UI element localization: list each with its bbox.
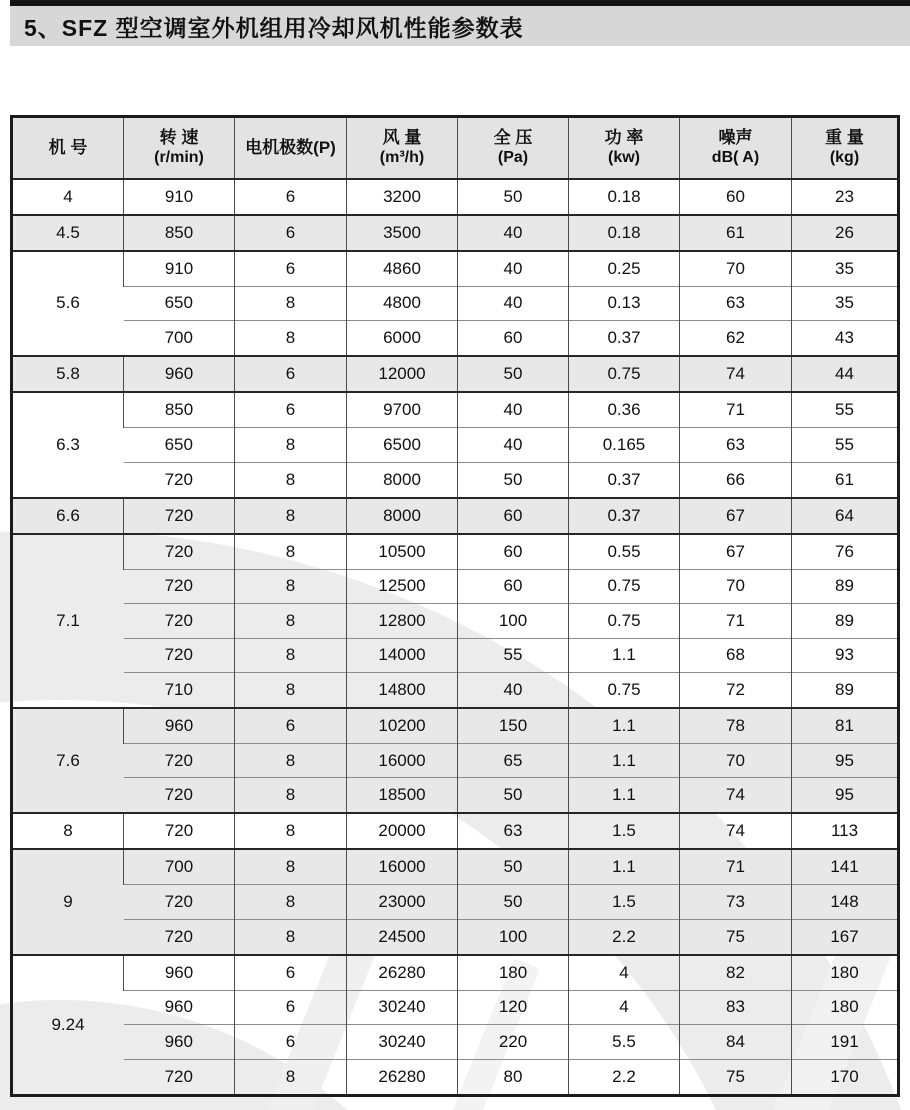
airflow-cell: 23000 (347, 885, 458, 920)
pressure-cell: 100 (458, 604, 569, 639)
speed-cell: 850 (124, 392, 235, 427)
airflow-cell: 26280 (347, 955, 458, 990)
power-cell: 4 (569, 955, 680, 990)
title-band (10, 6, 910, 46)
model-cell: 4 (12, 179, 124, 215)
model-cell: 9 (12, 849, 124, 954)
weight-cell: 191 (792, 1025, 899, 1060)
noise-cell: 63 (680, 428, 792, 463)
power-cell: 0.37 (569, 462, 680, 497)
airflow-cell: 18500 (347, 778, 458, 813)
noise-cell: 74 (680, 778, 792, 813)
airflow-cell: 9700 (347, 392, 458, 427)
table-row (12, 813, 899, 849)
noise-cell: 67 (680, 498, 792, 534)
weight-cell: 180 (792, 990, 899, 1025)
noise-cell: 73 (680, 885, 792, 920)
airflow-cell: 14800 (347, 673, 458, 708)
noise-cell: 63 (680, 286, 792, 321)
pressure-cell: 40 (458, 251, 569, 286)
airflow-cell: 30240 (347, 990, 458, 1025)
airflow-cell: 16000 (347, 849, 458, 884)
speed-cell: 650 (124, 286, 235, 321)
table-row (12, 743, 899, 778)
poles-cell: 8 (235, 604, 347, 639)
poles-cell: 6 (235, 179, 347, 215)
table-row (12, 990, 899, 1025)
speed-cell: 910 (124, 251, 235, 286)
pressure-cell: 180 (458, 955, 569, 990)
model-cell: 9.24 (12, 955, 124, 1096)
poles-cell: 6 (235, 990, 347, 1025)
speed-cell: 720 (124, 638, 235, 673)
col-header-unit: (kg) (829, 149, 860, 167)
power-cell: 1.1 (569, 743, 680, 778)
noise-cell: 62 (680, 321, 792, 356)
poles-cell: 8 (235, 638, 347, 673)
pressure-cell: 50 (458, 885, 569, 920)
pressure-cell: 60 (458, 534, 569, 569)
poles-cell: 8 (235, 534, 347, 569)
weight-cell: 43 (792, 321, 899, 356)
airflow-cell: 3500 (347, 215, 458, 251)
table-row (12, 673, 899, 708)
weight-cell: 55 (792, 392, 899, 427)
weight-cell: 61 (792, 462, 899, 497)
power-cell: 0.75 (569, 569, 680, 604)
speed-cell: 700 (124, 849, 235, 884)
pressure-cell: 60 (458, 569, 569, 604)
poles-cell: 8 (235, 498, 347, 534)
col-header-label: 重 量 (825, 128, 864, 148)
noise-cell: 82 (680, 955, 792, 990)
weight-cell: 141 (792, 849, 899, 884)
speed-cell: 720 (124, 604, 235, 639)
weight-cell: 89 (792, 604, 899, 639)
power-cell: 0.55 (569, 534, 680, 569)
table-row (12, 251, 899, 286)
table-row (12, 321, 899, 356)
noise-cell: 61 (680, 215, 792, 251)
power-cell: 0.75 (569, 356, 680, 392)
poles-cell: 8 (235, 919, 347, 954)
table-row (12, 919, 899, 954)
weight-cell: 170 (792, 1059, 899, 1095)
pressure-cell: 40 (458, 673, 569, 708)
power-cell: 0.18 (569, 215, 680, 251)
table-row (12, 849, 899, 884)
model-cell: 7.1 (12, 534, 124, 708)
model-cell: 5.8 (12, 356, 124, 392)
model-cell: 8 (12, 813, 124, 849)
speed-cell: 720 (124, 569, 235, 604)
speed-cell: 850 (124, 215, 235, 251)
table-row (12, 604, 899, 639)
noise-cell: 70 (680, 251, 792, 286)
col-header-airflow (347, 117, 458, 179)
speed-cell: 650 (124, 428, 235, 463)
power-cell: 1.1 (569, 849, 680, 884)
speed-cell: 720 (124, 743, 235, 778)
poles-cell: 6 (235, 215, 347, 251)
power-cell: 0.36 (569, 392, 680, 427)
weight-cell: 95 (792, 743, 899, 778)
noise-cell: 68 (680, 638, 792, 673)
table-row (12, 428, 899, 463)
table-row (12, 955, 899, 990)
power-cell: 1.1 (569, 638, 680, 673)
table-row (12, 569, 899, 604)
col-header-label: 功 率 (604, 128, 644, 148)
speed-cell: 720 (124, 534, 235, 569)
pressure-cell: 65 (458, 743, 569, 778)
pressure-cell: 40 (458, 286, 569, 321)
table-row (12, 778, 899, 813)
pressure-cell: 100 (458, 919, 569, 954)
speed-cell: 960 (124, 990, 235, 1025)
weight-cell: 113 (792, 813, 899, 849)
pressure-cell: 50 (458, 849, 569, 884)
pressure-cell: 40 (458, 392, 569, 427)
col-header-label: 风 量 (382, 128, 422, 148)
noise-cell: 70 (680, 743, 792, 778)
airflow-cell: 6000 (347, 321, 458, 356)
col-header-unit: (kw) (608, 149, 640, 167)
power-cell: 0.75 (569, 673, 680, 708)
col-header-unit: (r/min) (154, 149, 204, 167)
poles-cell: 6 (235, 356, 347, 392)
power-cell: 4 (569, 990, 680, 1025)
table-row (12, 462, 899, 497)
airflow-cell: 16000 (347, 743, 458, 778)
table-row (12, 498, 899, 534)
model-cell: 5.6 (12, 251, 124, 356)
noise-cell: 60 (680, 179, 792, 215)
table-row (12, 356, 899, 392)
weight-cell: 76 (792, 534, 899, 569)
airflow-cell: 6500 (347, 428, 458, 463)
table-row (12, 708, 899, 743)
power-cell: 0.18 (569, 179, 680, 215)
poles-cell: 6 (235, 251, 347, 286)
speed-cell: 960 (124, 356, 235, 392)
speed-cell: 720 (124, 813, 235, 849)
noise-cell: 75 (680, 1059, 792, 1095)
power-cell: 0.75 (569, 604, 680, 639)
power-cell: 0.37 (569, 498, 680, 534)
col-header-model (12, 117, 124, 179)
pressure-cell: 40 (458, 215, 569, 251)
speed-cell: 700 (124, 321, 235, 356)
speed-cell: 960 (124, 955, 235, 990)
weight-cell: 89 (792, 673, 899, 708)
noise-cell: 67 (680, 534, 792, 569)
airflow-cell: 10200 (347, 708, 458, 743)
fan-performance-table (10, 115, 900, 1097)
col-header-unit: (m³/h) (379, 149, 425, 167)
noise-cell: 72 (680, 673, 792, 708)
poles-cell: 8 (235, 885, 347, 920)
noise-cell: 78 (680, 708, 792, 743)
table-row (12, 885, 899, 920)
poles-cell: 6 (235, 708, 347, 743)
power-cell: 1.5 (569, 885, 680, 920)
weight-cell: 148 (792, 885, 899, 920)
pressure-cell: 55 (458, 638, 569, 673)
airflow-cell: 8000 (347, 498, 458, 534)
pressure-cell: 50 (458, 356, 569, 392)
pressure-cell: 220 (458, 1025, 569, 1060)
pressure-cell: 80 (458, 1059, 569, 1095)
col-header-pressure (458, 117, 569, 179)
model-cell: 6.6 (12, 498, 124, 534)
airflow-cell: 4860 (347, 251, 458, 286)
airflow-cell: 12000 (347, 356, 458, 392)
poles-cell: 6 (235, 392, 347, 427)
speed-cell: 720 (124, 462, 235, 497)
weight-cell: 26 (792, 215, 899, 251)
weight-cell: 44 (792, 356, 899, 392)
col-header-label: 噪声 (718, 128, 753, 148)
pressure-cell: 40 (458, 428, 569, 463)
pressure-cell: 60 (458, 321, 569, 356)
noise-cell: 83 (680, 990, 792, 1025)
weight-cell: 23 (792, 179, 899, 215)
col-header-label: 转 速 (159, 128, 199, 148)
pressure-cell: 50 (458, 462, 569, 497)
weight-cell: 89 (792, 569, 899, 604)
col-header-power (569, 117, 680, 179)
poles-cell: 8 (235, 321, 347, 356)
table-row (12, 179, 899, 215)
weight-cell: 93 (792, 638, 899, 673)
pressure-cell: 150 (458, 708, 569, 743)
noise-cell: 66 (680, 462, 792, 497)
pressure-cell: 60 (458, 498, 569, 534)
weight-cell: 35 (792, 286, 899, 321)
header-row (12, 117, 899, 179)
airflow-cell: 3200 (347, 179, 458, 215)
col-header-unit: (Pa) (497, 149, 529, 167)
table-row (12, 1059, 899, 1095)
speed-cell: 960 (124, 708, 235, 743)
col-header-label: 机 号 (48, 138, 88, 158)
power-cell: 0.13 (569, 286, 680, 321)
poles-cell: 8 (235, 569, 347, 604)
table-row (12, 638, 899, 673)
noise-cell: 75 (680, 919, 792, 954)
noise-cell: 71 (680, 604, 792, 639)
speed-cell: 960 (124, 1025, 235, 1060)
table-row (12, 534, 899, 569)
poles-cell: 6 (235, 955, 347, 990)
col-header-noise (680, 117, 792, 179)
airflow-cell: 14000 (347, 638, 458, 673)
speed-cell: 720 (124, 919, 235, 954)
noise-cell: 74 (680, 813, 792, 849)
speed-cell: 720 (124, 1059, 235, 1095)
pressure-cell: 50 (458, 179, 569, 215)
poles-cell: 8 (235, 1059, 347, 1095)
airflow-cell: 30240 (347, 1025, 458, 1060)
col-header-label: 全 压 (493, 128, 533, 148)
pressure-cell: 63 (458, 813, 569, 849)
poles-cell: 6 (235, 1025, 347, 1060)
col-header-label: 电机极数(P) (245, 138, 336, 158)
power-cell: 0.25 (569, 251, 680, 286)
airflow-cell: 12800 (347, 604, 458, 639)
airflow-cell: 10500 (347, 534, 458, 569)
poles-cell: 8 (235, 849, 347, 884)
weight-cell: 81 (792, 708, 899, 743)
airflow-cell: 20000 (347, 813, 458, 849)
airflow-cell: 4800 (347, 286, 458, 321)
noise-cell: 84 (680, 1025, 792, 1060)
power-cell: 2.2 (569, 1059, 680, 1095)
poles-cell: 8 (235, 673, 347, 708)
page-title: 5、SFZ 型空调室外机组用冷却风机性能参数表 (24, 14, 524, 41)
airflow-cell: 26280 (347, 1059, 458, 1095)
power-cell: 0.37 (569, 321, 680, 356)
poles-cell: 8 (235, 462, 347, 497)
speed-cell: 720 (124, 778, 235, 813)
weight-cell: 55 (792, 428, 899, 463)
speed-cell: 720 (124, 498, 235, 534)
model-cell: 7.6 (12, 708, 124, 813)
speed-cell: 720 (124, 885, 235, 920)
noise-cell: 71 (680, 849, 792, 884)
poles-cell: 8 (235, 286, 347, 321)
col-header-weight (792, 117, 899, 179)
noise-cell: 74 (680, 356, 792, 392)
table-row (12, 1025, 899, 1060)
weight-cell: 180 (792, 955, 899, 990)
table-row (12, 215, 899, 251)
col-header-unit: dB( A) (711, 149, 760, 167)
model-cell: 4.5 (12, 215, 124, 251)
model-cell: 6.3 (12, 392, 124, 497)
power-cell: 2.2 (569, 919, 680, 954)
pressure-cell: 120 (458, 990, 569, 1025)
poles-cell: 8 (235, 778, 347, 813)
weight-cell: 35 (792, 251, 899, 286)
power-cell: 5.5 (569, 1025, 680, 1060)
airflow-cell: 12500 (347, 569, 458, 604)
speed-cell: 910 (124, 179, 235, 215)
weight-cell: 167 (792, 919, 899, 954)
power-cell: 1.5 (569, 813, 680, 849)
table-row (12, 286, 899, 321)
power-cell: 1.1 (569, 778, 680, 813)
power-cell: 0.165 (569, 428, 680, 463)
pressure-cell: 50 (458, 778, 569, 813)
weight-cell: 95 (792, 778, 899, 813)
poles-cell: 8 (235, 813, 347, 849)
col-header-speed (124, 117, 235, 179)
airflow-cell: 8000 (347, 462, 458, 497)
noise-cell: 71 (680, 392, 792, 427)
speed-cell: 710 (124, 673, 235, 708)
power-cell: 1.1 (569, 708, 680, 743)
table-row (12, 392, 899, 427)
airflow-cell: 24500 (347, 919, 458, 954)
weight-cell: 64 (792, 498, 899, 534)
poles-cell: 8 (235, 743, 347, 778)
poles-cell: 8 (235, 428, 347, 463)
noise-cell: 70 (680, 569, 792, 604)
col-header-poles (235, 117, 347, 179)
